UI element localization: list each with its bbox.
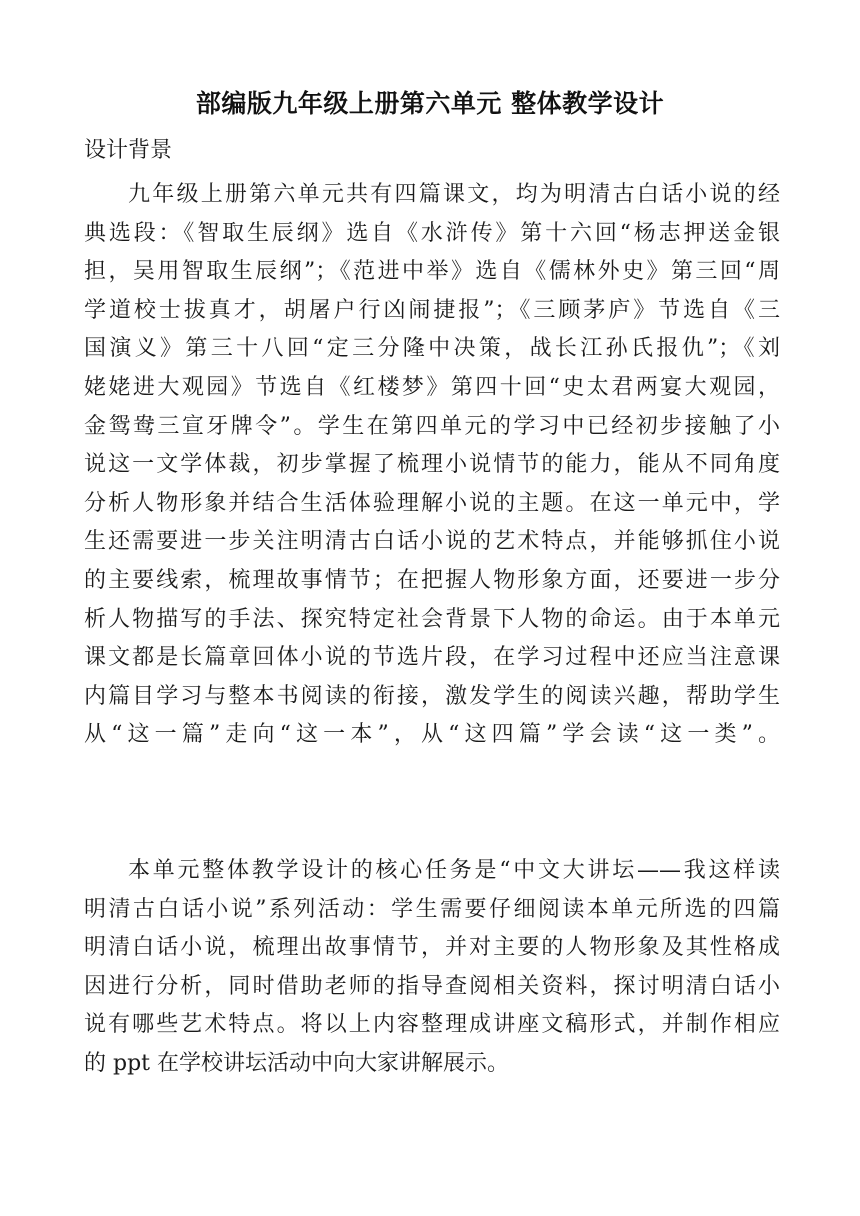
paragraph-line: 国演义》第三十八回“定三分隆中决策，战长江孙氏报仇”；《刘 bbox=[84, 336, 780, 362]
paragraph-line: 典选段：《智取生辰纲》选自《水浒传》第十六回“杨志押送金银 bbox=[84, 220, 780, 246]
paragraph-core-task bbox=[84, 852, 780, 1084]
paragraph-line: 的 ppt 在学校讲坛活动中向大家讲解展示。 bbox=[84, 1050, 509, 1076]
paragraph-line: 的主要线索，梳理故事情节；在把握人物形象方面，还要进一步分 bbox=[84, 567, 780, 593]
paragraph-line: 因进行分析，同时借助老师的指导查阅相关资料，探讨明清白话小 bbox=[84, 973, 780, 999]
paragraph-line: 姥姥进大观园》节选自《红楼梦》第四十回“史太君两宴大观园， bbox=[84, 374, 780, 400]
paragraph-line: 九年级上册第六单元共有四篇课文，均为明清古白话小说的经 bbox=[128, 182, 780, 207]
paragraph-line: 金鸳鸯三宣牙牌令”。学生在第四单元的学习中已经初步接触了小 bbox=[84, 413, 780, 439]
paragraph-line: 学道校士拔真才，胡屠户行凶闹捷报”；《三顾茅庐》节选自《三 bbox=[84, 297, 780, 323]
paragraph-line: 分析人物形象并结合生活体验理解小说的主题。在这一单元中，学 bbox=[84, 490, 780, 516]
paragraph-line: 明清白话小说，梳理出故事情节，并对主要的人物形象及其性格成 bbox=[84, 935, 780, 961]
paragraph-line: 内篇目学习与整本书阅读的衔接，激发学生的阅读兴趣，帮助学生 bbox=[84, 683, 780, 709]
paragraph-line: 明清古白话小说”系列活动：学生需要仔细阅读本单元所选的四篇 bbox=[84, 896, 780, 922]
paragraph-line: 从“这一篇”走向“这一本”，从“这四篇”学会读“这一类”。 bbox=[84, 722, 780, 748]
paragraph-line: 析人物描写的手法、探究特定社会背景下人物的命运。由于本单元 bbox=[84, 606, 780, 632]
paragraph-line: 生还需要进一步关注明清古白话小说的艺术特点，并能够抓住小说 bbox=[84, 529, 780, 555]
document-title: 部编版九年级上册第六单元 整体教学设计 bbox=[195, 89, 665, 118]
paragraph-line: 本单元整体教学设计的核心任务是“中文大讲坛——我这样读 bbox=[128, 858, 780, 883]
paragraph-line: 课文都是长篇章回体小说的节选片段，在学习过程中还应当注意课 bbox=[84, 645, 780, 671]
section-heading: 设计背景 bbox=[84, 138, 173, 163]
paragraph-line: 说这一文学体裁，初步掌握了梳理小说情节的能力，能从不同角度 bbox=[84, 452, 780, 478]
paragraph-line: 担，吴用智取生辰纲”；《范进中举》选自《儒林外史》第三回“周 bbox=[84, 259, 780, 285]
paragraph-line: 说有哪些艺术特点。将以上内容整理成讲座文稿形式，并制作相应 bbox=[84, 1012, 780, 1038]
paragraph-unit-overview bbox=[84, 176, 780, 755]
